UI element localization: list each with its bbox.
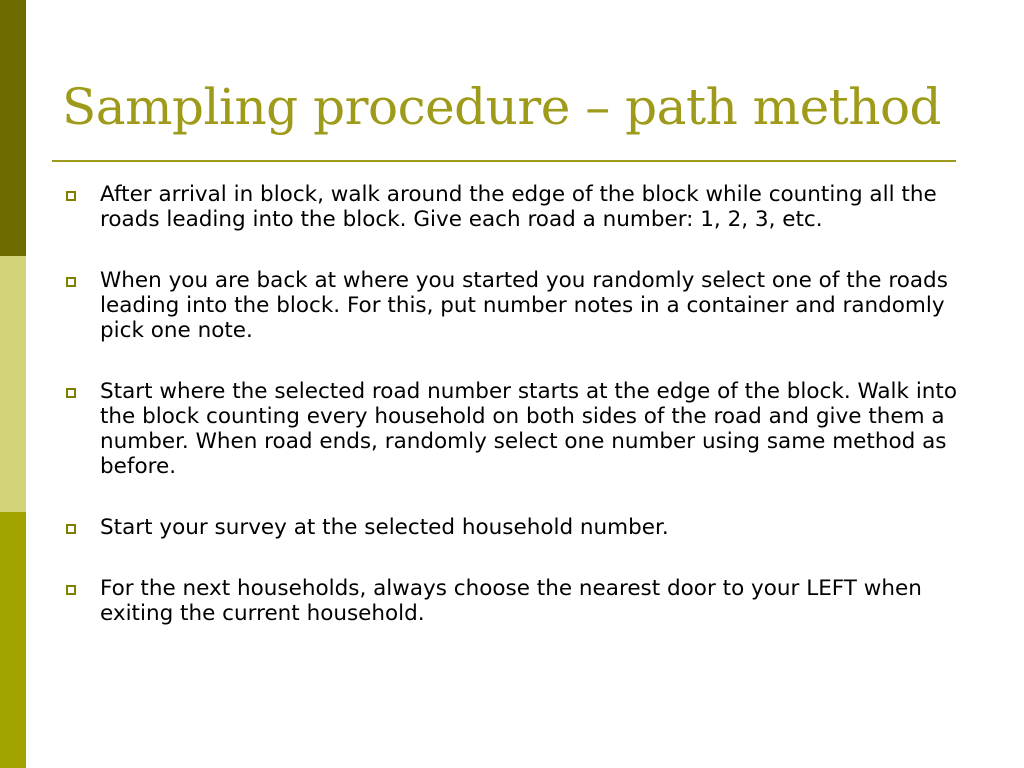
bullet-item bbox=[66, 268, 986, 343]
title-underline bbox=[52, 160, 956, 162]
bullet-list bbox=[66, 182, 986, 626]
bullet-item bbox=[66, 515, 986, 540]
bullet-item bbox=[66, 182, 986, 232]
bullet-text: Start where the selected road number starts at the edge of the block. Walk into the block counting every household on both sides of the road and give them a number. When road ends, randomly select one number using same method as before. bbox=[100, 379, 957, 479]
side-bar-top bbox=[0, 0, 26, 256]
slide-title: Sampling procedure – path method bbox=[62, 78, 942, 136]
hollow-square-bullet-icon bbox=[66, 191, 76, 201]
hollow-square-bullet-icon bbox=[66, 277, 76, 287]
bullet-text: Start your survey at the selected household number. bbox=[100, 515, 669, 540]
hollow-square-bullet-icon bbox=[66, 524, 76, 534]
bullet-text: For the next households, always choose the nearest door to your LEFT when exiting the current household. bbox=[100, 576, 922, 626]
side-bar-bottom bbox=[0, 512, 26, 768]
hollow-square-bullet-icon bbox=[66, 388, 76, 398]
hollow-square-bullet-icon bbox=[66, 585, 76, 595]
bullet-item bbox=[66, 576, 986, 626]
side-bar-middle bbox=[0, 256, 26, 512]
bullet-text: After arrival in block, walk around the edge of the block while counting all the roads leading into the block. Give each road a number: 1, 2, 3, etc. bbox=[100, 182, 937, 232]
bullet-item bbox=[66, 379, 986, 479]
bullet-text: When you are back at where you started you randomly select one of the roads leading into the block. For this, put number notes in a container and randomly pick one note. bbox=[100, 268, 948, 343]
